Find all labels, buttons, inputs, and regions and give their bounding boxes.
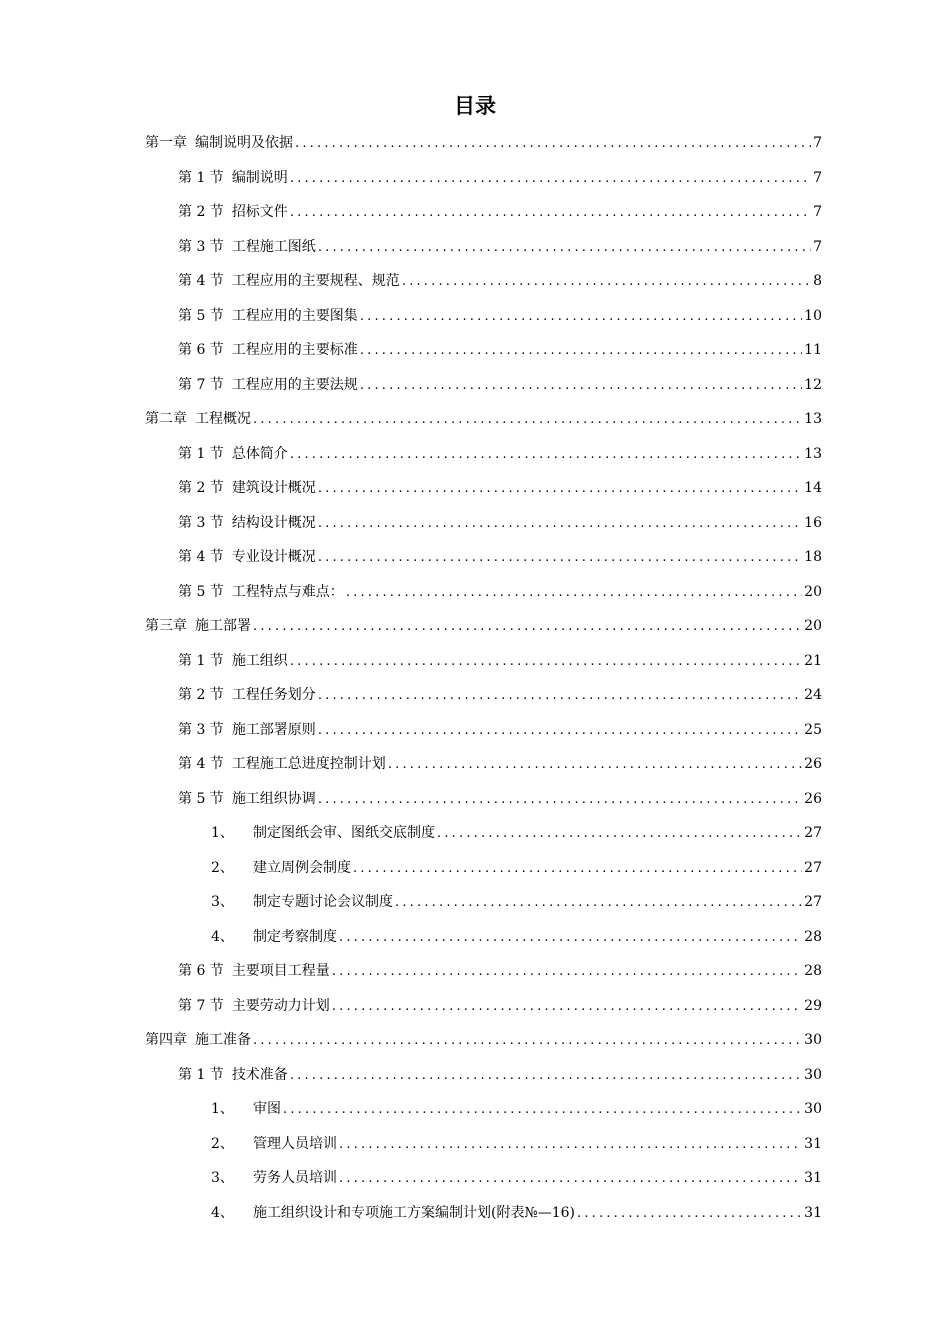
toc-entry[interactable] <box>0 540 822 575</box>
toc-entry-title <box>178 333 358 368</box>
toc-entry-label: 工程应用的主要法规 <box>231 376 358 393</box>
toc-entry-number: 第 4 节 <box>178 756 224 772</box>
toc-page-number: 21 <box>804 652 822 669</box>
toc-entry-label: 编制说明及依据 <box>195 135 293 151</box>
toc-entry-number: 第 6 节 <box>178 963 224 979</box>
toc-page-number: 7 <box>813 238 822 255</box>
toc-entry-title <box>178 575 344 610</box>
toc-entry-title <box>178 540 316 575</box>
toc-dot-leader <box>290 196 811 231</box>
toc-page-number: 26 <box>804 790 822 807</box>
toc-page-number: 31 <box>804 1135 822 1152</box>
toc-dot-leader <box>332 990 802 1025</box>
toc-dot-leader <box>290 645 802 680</box>
toc-dot-leader <box>346 576 802 611</box>
toc-entry-title <box>178 644 288 679</box>
toc-entry-number: 第二章 <box>145 411 187 427</box>
toc-entry-title <box>178 678 316 713</box>
toc-page-number: 27 <box>804 859 822 876</box>
toc-entry-label: 工程应用的主要规程、规范 <box>231 273 400 289</box>
toc-entry-title <box>145 402 251 437</box>
toc-entry-label: 施工组织设计和专项施工方案编制计划(附表№—16) <box>253 1204 575 1221</box>
toc-dot-leader <box>388 748 802 783</box>
toc-entry-label: 工程特点与难点： <box>231 583 344 600</box>
toc-entry-label: 结构设计概况 <box>231 514 316 531</box>
page-title: 目录 <box>454 94 496 118</box>
toc-dot-leader <box>339 1128 802 1163</box>
toc-entry-title <box>211 816 435 851</box>
toc-entry-title <box>178 299 358 334</box>
toc-entry-label: 主要劳动力计划 <box>231 997 330 1014</box>
toc-page-number: 13 <box>804 445 822 462</box>
toc-entry[interactable] <box>0 575 822 610</box>
toc-entry-label: 制定图纸会审、图纸交底制度 <box>253 825 435 841</box>
toc-entry[interactable] <box>0 1196 822 1231</box>
toc-dot-leader <box>437 817 802 852</box>
toc-page-number: 16 <box>804 514 822 531</box>
toc-entry-number: 第 1 节 <box>178 169 224 186</box>
toc-entry-title <box>178 195 288 230</box>
toc-dot-leader <box>318 783 802 818</box>
toc-entry-label: 管理人员培训 <box>253 1135 337 1152</box>
toc-entry-label: 工程施工图纸 <box>231 238 316 255</box>
toc-page-number: 7 <box>813 135 822 151</box>
toc-dot-leader <box>318 231 811 266</box>
toc-page-number: 28 <box>804 928 822 945</box>
toc-dot-leader <box>360 300 802 335</box>
toc-page-number: 29 <box>804 997 822 1014</box>
toc-page-number: 13 <box>804 411 822 427</box>
toc-entry-number: 第 2 节 <box>178 687 224 703</box>
toc-entry-title <box>211 885 393 920</box>
toc-dot-leader <box>395 886 802 921</box>
toc-entry-title <box>178 954 330 989</box>
toc-entry-label: 工程应用的主要图集 <box>231 307 358 324</box>
toc-dot-leader <box>318 679 802 714</box>
toc-entry-title <box>178 230 316 265</box>
toc-entry-title <box>178 368 358 403</box>
toc-entry-number: 第 5 节 <box>178 307 224 324</box>
toc-dot-leader <box>295 127 811 162</box>
toc-dot-leader <box>283 1093 802 1128</box>
toc-entry-number: 第 7 节 <box>178 376 224 393</box>
toc-dot-leader <box>339 1162 802 1197</box>
toc-page-number: 10 <box>804 307 822 324</box>
toc-entry-label: 技术准备 <box>231 1066 288 1083</box>
toc-page-number: 14 <box>804 480 822 496</box>
toc-entry[interactable] <box>0 230 822 265</box>
toc-entry[interactable] <box>0 989 822 1024</box>
toc-page-number: 31 <box>804 1204 822 1221</box>
toc-entry[interactable] <box>0 333 822 368</box>
toc-dot-leader <box>353 852 802 887</box>
toc-entry-title <box>178 437 288 472</box>
toc-dot-leader <box>253 610 802 645</box>
toc-entry-number: 第 3 节 <box>178 238 224 255</box>
toc-entry-number: 第 1 节 <box>178 652 224 669</box>
toc-entry[interactable] <box>0 368 822 403</box>
toc-entry-label: 建筑设计概况 <box>231 480 316 496</box>
toc-entry[interactable] <box>0 920 822 955</box>
toc-entry-number: 第四章 <box>145 1032 187 1048</box>
toc-entry[interactable] <box>0 644 822 679</box>
toc-entry-number: 1、 <box>211 1101 234 1117</box>
toc-page-number: 18 <box>804 549 822 565</box>
toc-entry-title <box>145 126 293 161</box>
toc-entry[interactable] <box>0 1127 822 1162</box>
toc-entry-number: 3、 <box>211 1170 234 1186</box>
toc-entry-number: 第 4 节 <box>178 549 224 565</box>
toc-entry-title <box>178 989 330 1024</box>
toc-entry-title <box>178 506 316 541</box>
toc-entry-label: 总体简介 <box>231 445 288 462</box>
toc-page-number: 7 <box>813 169 822 186</box>
toc-page-number: 30 <box>804 1066 822 1083</box>
toc-entry-label: 审图 <box>253 1101 281 1117</box>
toc-page-number: 20 <box>804 583 822 600</box>
table-of-contents <box>0 126 950 1230</box>
toc-entry-number: 第 7 节 <box>178 997 224 1014</box>
toc-entry-label: 主要项目工程量 <box>231 963 330 979</box>
toc-entry-title <box>211 1161 337 1196</box>
toc-entry-number: 第三章 <box>145 618 187 634</box>
toc-entry-label: 劳务人员培训 <box>253 1170 337 1186</box>
toc-dot-leader <box>577 1197 802 1232</box>
toc-entry[interactable] <box>0 299 822 334</box>
toc-entry-number: 第 1 节 <box>178 1066 224 1083</box>
toc-entry[interactable] <box>0 402 822 437</box>
toc-entry[interactable] <box>0 506 822 541</box>
toc-page-number: 27 <box>804 894 822 910</box>
toc-entry-title <box>211 1092 281 1127</box>
toc-entry-title <box>211 1196 575 1231</box>
toc-dot-leader <box>402 265 811 300</box>
toc-entry-title <box>211 851 351 886</box>
toc-entry-number: 第 6 节 <box>178 342 224 358</box>
toc-entry-number: 第 4 节 <box>178 273 224 289</box>
toc-entry-number: 第 2 节 <box>178 480 224 496</box>
toc-page-number: 28 <box>804 963 822 979</box>
toc-entry-number: 第 5 节 <box>178 790 224 807</box>
toc-entry[interactable] <box>0 782 822 817</box>
toc-entry-number: 第一章 <box>145 135 187 151</box>
toc-entry-title <box>211 1127 337 1162</box>
toc-dot-leader <box>360 369 802 404</box>
toc-entry-label: 招标文件 <box>231 204 288 220</box>
toc-dot-leader <box>290 1059 802 1094</box>
toc-entry-number: 第 2 节 <box>178 204 224 220</box>
toc-entry-label: 编制说明 <box>231 169 288 186</box>
toc-dot-leader <box>318 541 802 576</box>
toc-entry-number: 4、 <box>211 928 234 945</box>
toc-dot-leader <box>339 921 802 956</box>
toc-page-number: 30 <box>804 1032 822 1048</box>
toc-entry-label: 施工部署原则 <box>231 721 316 738</box>
toc-entry-number: 3、 <box>211 894 234 910</box>
toc-page-number: 31 <box>804 1170 822 1186</box>
toc-entry-label: 工程应用的主要标准 <box>231 342 358 358</box>
toc-entry[interactable] <box>0 816 822 851</box>
toc-entry-number: 第 3 节 <box>178 721 224 738</box>
toc-dot-leader <box>332 955 802 990</box>
toc-entry-label: 专业设计概况 <box>231 549 316 565</box>
toc-page-number: 20 <box>804 618 822 634</box>
toc-entry-number: 第 3 节 <box>178 514 224 531</box>
toc-page-number: 11 <box>804 342 822 358</box>
toc-page-number: 25 <box>804 721 822 738</box>
toc-entry[interactable] <box>0 264 822 299</box>
toc-entry-label: 施工组织 <box>231 652 288 669</box>
toc-dot-leader <box>253 403 802 438</box>
toc-entry-title <box>211 920 337 955</box>
toc-dot-leader <box>290 162 811 197</box>
toc-entry[interactable] <box>0 609 822 644</box>
toc-dot-leader <box>318 507 802 542</box>
toc-page-number: 7 <box>813 204 822 220</box>
toc-page-number: 8 <box>813 273 822 289</box>
toc-dot-leader <box>290 438 802 473</box>
toc-entry-number: 第 1 节 <box>178 445 224 462</box>
toc-dot-leader <box>318 714 802 749</box>
toc-entry[interactable] <box>0 954 822 989</box>
toc-page-number: 30 <box>804 1101 822 1117</box>
toc-entry-label: 制定考察制度 <box>253 928 337 945</box>
toc-dot-leader <box>360 334 802 369</box>
toc-entry-title <box>178 782 316 817</box>
toc-entry[interactable] <box>0 471 822 506</box>
toc-entry-title <box>178 264 400 299</box>
toc-page-number: 26 <box>804 756 822 772</box>
toc-entry-label: 工程施工总进度控制计划 <box>231 756 386 772</box>
toc-entry-number: 4、 <box>211 1204 234 1221</box>
toc-entry-label: 工程任务划分 <box>231 687 316 703</box>
toc-entry[interactable] <box>0 678 822 713</box>
toc-entry[interactable] <box>0 747 822 782</box>
toc-entry-label: 施工部署 <box>195 618 251 634</box>
toc-entry-title <box>178 161 288 196</box>
toc-entry-number: 1、 <box>211 825 234 841</box>
toc-entry[interactable] <box>0 161 822 196</box>
toc-entry-label: 工程概况 <box>195 411 251 427</box>
toc-entry-number: 2、 <box>211 859 234 876</box>
toc-dot-leader <box>253 1024 802 1059</box>
toc-entry[interactable] <box>0 126 822 161</box>
toc-entry[interactable] <box>0 1092 822 1127</box>
toc-entry-label: 施工准备 <box>195 1032 251 1048</box>
toc-entry-number: 第 5 节 <box>178 583 224 600</box>
toc-entry[interactable] <box>0 1058 822 1093</box>
toc-entry[interactable] <box>0 713 822 748</box>
toc-page-number: 12 <box>804 376 822 393</box>
toc-entry-number: 2、 <box>211 1135 234 1152</box>
toc-entry[interactable] <box>0 885 822 920</box>
toc-entry-title <box>178 747 386 782</box>
toc-entry-label: 制定专题讨论会议制度 <box>253 894 393 910</box>
toc-entry-label: 建立周例会制度 <box>253 859 351 876</box>
toc-page-number: 27 <box>804 825 822 841</box>
toc-page-number: 24 <box>804 687 822 703</box>
toc-entry-title <box>178 713 316 748</box>
toc-entry[interactable] <box>0 1161 822 1196</box>
toc-entry-title <box>145 609 251 644</box>
toc-entry[interactable] <box>0 851 822 886</box>
toc-entry-title <box>178 471 316 506</box>
toc-entry-label: 施工组织协调 <box>231 790 316 807</box>
toc-entry[interactable] <box>0 195 822 230</box>
toc-entry[interactable] <box>0 1023 822 1058</box>
toc-entry[interactable] <box>0 437 822 472</box>
toc-entry-title <box>145 1023 251 1058</box>
toc-dot-leader <box>318 472 802 507</box>
toc-entry-title <box>178 1058 288 1093</box>
